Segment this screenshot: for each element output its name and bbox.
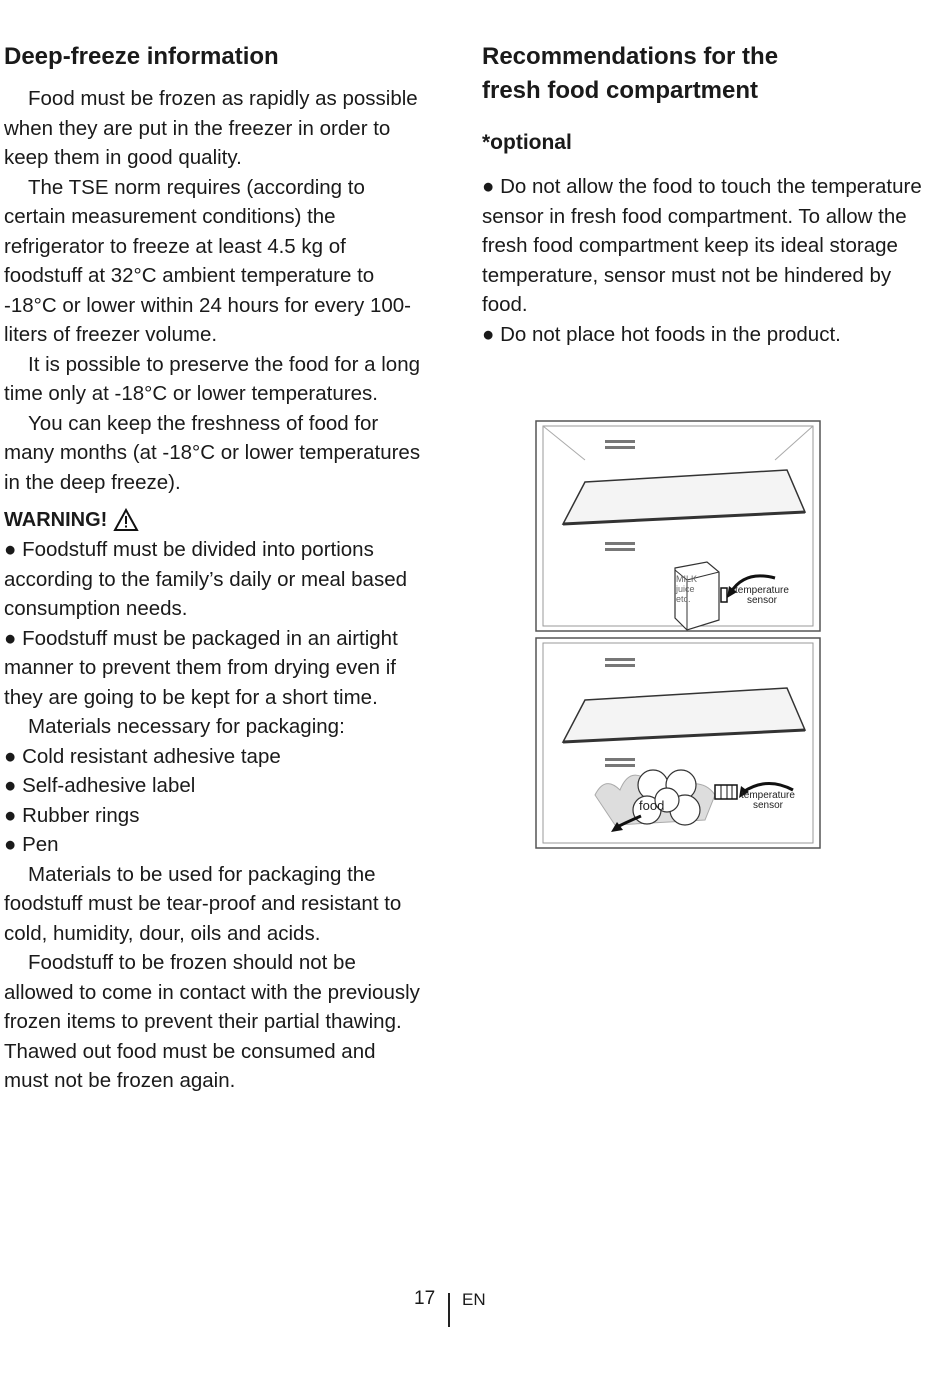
materials-intro: Materials necessary for packaging: (28, 715, 345, 738)
sensor-label: temperature (735, 585, 789, 596)
paragraph: Foodstuff to be frozen should not be allowed to come in contact with the previously frozen items to prevent their partial thawing. Thawed out food must be consumed and must not be frozen again. (4, 951, 420, 1092)
paragraph: You can keep the freshness of food for many months (at -18°C or lower temperatures in the deep freeze). (4, 411, 421, 494)
milk-label: juice (676, 584, 695, 594)
milk-carton (675, 562, 719, 630)
milk-label: etc. (676, 594, 691, 604)
language-code: EN (462, 1290, 486, 1309)
page-footer (0, 1285, 950, 1330)
warning-heading (4, 505, 424, 535)
temperature-sensor-icon (721, 588, 727, 602)
fresh-food-heading (482, 40, 922, 108)
right-column (482, 40, 922, 349)
material-item: ● Rubber rings (4, 803, 140, 827)
left-column (4, 40, 424, 1096)
sensor-label: sensor (753, 800, 784, 811)
bullet-item: ● Do not place hot foods in the product. (482, 322, 841, 346)
sensor-label: temperature (741, 790, 795, 801)
warning-item: ● Foodstuff must be packaged in an airtight manner to prevent them from drying even if they are going to be kept for a short time. (4, 626, 398, 709)
paragraph: The TSE norm requires (according to certain measurement conditions) the refrigerator to freeze at least 4.5 kg of foodstuff at 32°C ambient temperature to -18°C or lower within 24 hours for every 100-liters of freezer volume. (4, 175, 411, 346)
food-label: food (639, 798, 665, 813)
material-item: ● Pen (4, 833, 59, 856)
fresh-food-body (482, 172, 922, 349)
heading-line: Recommendations for the (482, 43, 779, 70)
material-item: ● Cold resistant adhesive tape (4, 744, 281, 768)
bullet-item: ● Do not allow the food to touch the temperature sensor in fresh food compartment. To allow the fresh food compartment keep its ideal storage temperature, sensor must not be hindered by food. (482, 175, 922, 316)
milk-label: MILK (676, 574, 698, 584)
paragraph: It is possible to preserve the food for a long time only at -18°C or lower temperatures. (4, 352, 421, 405)
paragraph: Materials to be used for packaging the foodstuff must be tear-proof and resistant to cold, humidity, dour, oils and acids. (4, 862, 402, 945)
warning-item: ● Foodstuff must be divided into portions according to the family’s daily or meal based consumption needs. (4, 538, 407, 620)
warning-triangle-icon (113, 508, 139, 532)
deep-freeze-body (4, 84, 424, 1096)
fridge-illustration (535, 420, 821, 850)
footer-divider (448, 1293, 450, 1327)
paragraph: Food must be frozen as rapidly as possible when they are put in the freezer in order to keep them in good quality. (4, 87, 418, 169)
sensor-label: sensor (747, 595, 778, 606)
page-number: 17 (414, 1288, 436, 1309)
optional-note: *optional (482, 131, 572, 154)
warning-label: WARNING! (4, 509, 108, 531)
heading-line: fresh food compartment (482, 77, 759, 104)
material-item: ● Self-adhesive label (4, 774, 196, 797)
temperature-sensor-icon (715, 785, 737, 799)
deep-freeze-heading: Deep-freeze information (4, 43, 279, 70)
